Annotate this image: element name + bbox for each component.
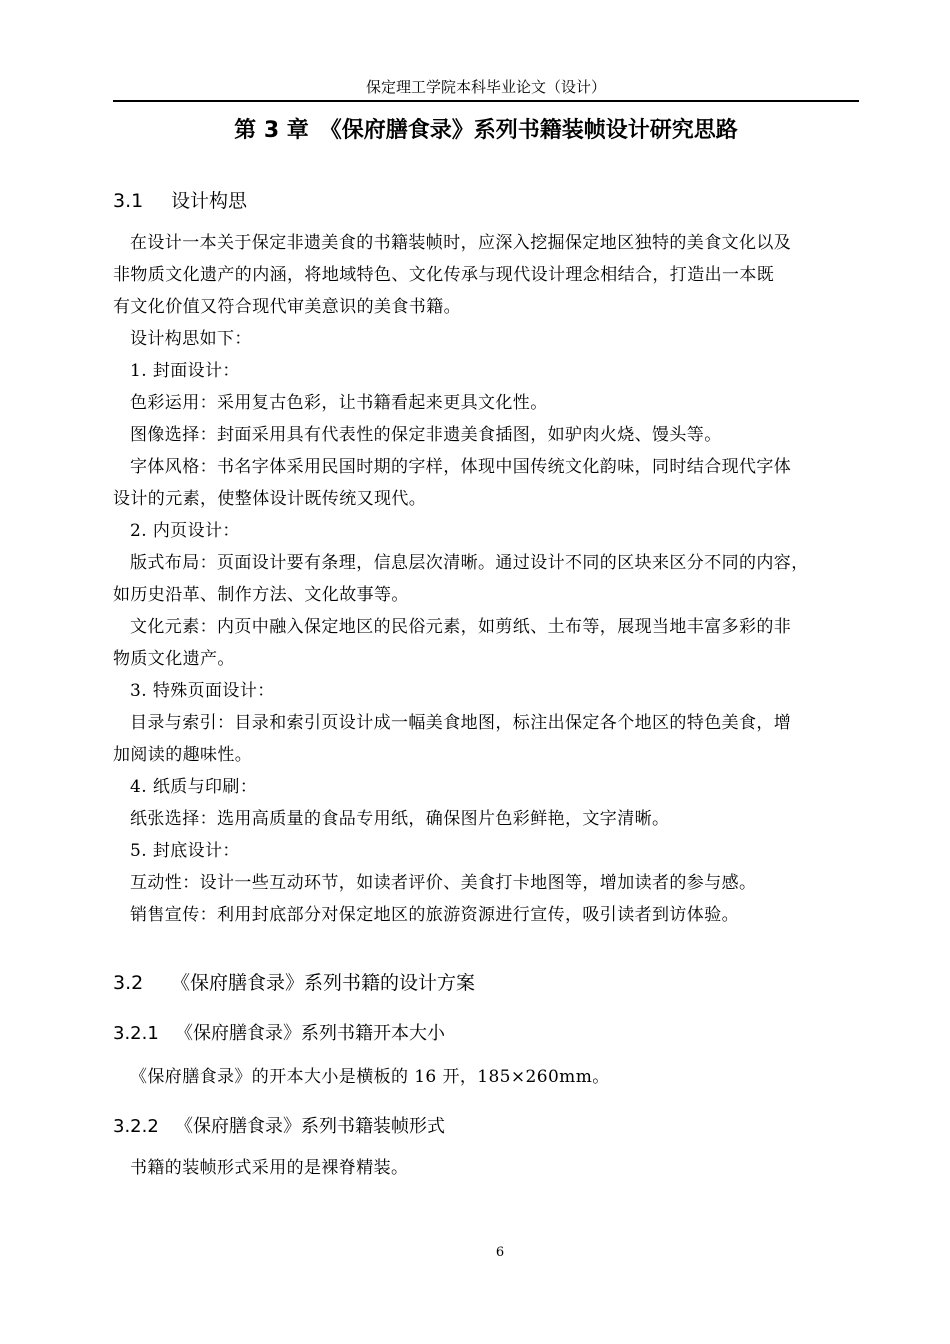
text-line: 《保府膳食录》的开本大小是横板的 16 开，185×260mm。 bbox=[130, 1067, 610, 1087]
text-line: 3. 特殊页面设计： bbox=[130, 681, 275, 701]
subsection-heading-3-2-2 bbox=[113, 1114, 445, 1140]
text-line: 设计构思如下： bbox=[130, 329, 252, 349]
text-line: 图像选择：封面采用具有代表性的保定非遗美食插图，如驴肉火烧、馒头等。 bbox=[130, 425, 722, 445]
subsection-heading-3-2-1 bbox=[113, 1021, 445, 1047]
text-line: 1. 封面设计： bbox=[130, 361, 240, 381]
text-line: 有文化价值又符合现代审美意识的美食书籍。 bbox=[113, 297, 461, 317]
section-heading-3-1 bbox=[113, 187, 247, 215]
section-number: 3.2 bbox=[113, 972, 144, 994]
text-line: 5. 封底设计： bbox=[130, 841, 240, 861]
section-heading-3-2 bbox=[113, 969, 475, 997]
text-line: 色彩运用：采用复古色彩，让书籍看起来更具文化性。 bbox=[130, 393, 548, 413]
chapter-title: 第 3 章 《保府膳食录》系列书籍装帧设计研究思路 bbox=[234, 118, 738, 143]
text-line: 字体风格：书名字体采用民国时期的字样，体现中国传统文化韵味，同时结合现代字体 bbox=[130, 457, 792, 477]
page-number: 6 bbox=[495, 1245, 505, 1260]
section-title: 设计构思 bbox=[171, 190, 248, 212]
text-line: 版式布局：页面设计要有条理，信息层次清晰。通过设计不同的区块来区分不同的内容， bbox=[130, 553, 809, 573]
text-line: 目录与索引：目录和索引页设计成一幅美食地图，标注出保定各个地区的特色美食，增 bbox=[130, 713, 792, 733]
text-line: 设计的元素，使整体设计既传统又现代。 bbox=[113, 489, 427, 509]
subsection-title: 《保府膳食录》系列书籍装帧形式 bbox=[175, 1116, 445, 1137]
subsection-title: 《保府膳食录》系列书籍开本大小 bbox=[175, 1023, 445, 1044]
text-line: 加阅读的趣味性。 bbox=[113, 745, 253, 765]
text-line: 如历史沿革、制作方法、文化故事等。 bbox=[113, 585, 409, 605]
text-line: 互动性：设计一些互动环节，如读者评价、美食打卡地图等，增加读者的参与感。 bbox=[130, 873, 757, 893]
text-line: 2. 内页设计： bbox=[130, 521, 240, 541]
text-line: 在设计一本关于保定非遗美食的书籍装帧时，应深入挖掘保定地区独特的美食文化以及 bbox=[130, 233, 792, 253]
section-title: 《保府膳食录》系列书籍的设计方案 bbox=[171, 972, 476, 994]
text-line: 销售宣传：利用封底部分对保定地区的旅游资源进行宣传，吸引读者到访体验。 bbox=[130, 905, 739, 925]
section-number: 3.1 bbox=[113, 190, 144, 212]
text-line: 4. 纸质与印刷： bbox=[130, 777, 258, 797]
text-line: 物质文化遗产。 bbox=[113, 649, 235, 669]
text-line: 书籍的装帧形式采用的是裸脊精装。 bbox=[130, 1158, 409, 1178]
running-header: 保定理工学院本科毕业论文（设计） bbox=[365, 78, 606, 96]
text-line: 文化元素：内页中融入保定地区的民俗元素，如剪纸、土布等，展现当地丰富多彩的非 bbox=[130, 617, 792, 637]
header-rule bbox=[113, 100, 859, 102]
subsection-number: 3.2.2 bbox=[113, 1116, 159, 1137]
subsection-number: 3.2.1 bbox=[113, 1023, 159, 1044]
text-line: 非物质文化遗产的内涵，将地域特色、文化传承与现代设计理念相结合，打造出一本既 bbox=[113, 265, 775, 285]
text-line: 纸张选择：选用高质量的食品专用纸，确保图片色彩鲜艳，文字清晰。 bbox=[130, 809, 670, 829]
